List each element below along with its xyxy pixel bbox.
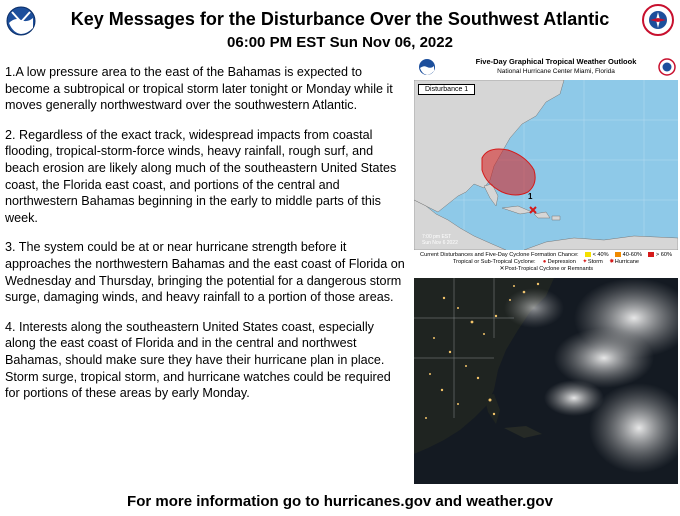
key-message-1: 1.A low pressure area to the east of the Bahamas is expected to become a subtropical or tropical storm later tonight or Monday while it moves generally northwestward over the southwestern Atlantic.: [5, 65, 393, 113]
key-messages: [5, 64, 405, 415]
storm-icon: ✦: [582, 259, 588, 265]
tropical-outlook-graphic: [414, 54, 678, 278]
legend-cyclone-heading: Tropical or Sub-Tropical Cyclone:: [452, 259, 536, 265]
page-title: Key Messages for the Disturbance Over the Southwest Atlantic: [70, 9, 610, 29]
key-message-2: 2. Regardless of the exact track, widespread impacts from coastal flooding, tropical-storm-force winds, heavy rainfall, rough surf, and beach erosion are likely along much of the southeastern United States coast, the Florida east coast, and portions of the central and northwestern Bahamas beginning in the early to middle parts of this week.: [5, 127, 397, 225]
outlook-legend: Current Disturbances and Five-Day Cyclone Formation Chance: < 40% 40-60% > 60% Tropical or Sub-Tropical Cyclone: ●Depression ✦Storm ✸Hurricane ✕Post-Tropical Cyclone or Remnants: [420, 252, 672, 272]
depression-icon: ●: [542, 259, 547, 265]
satellite-image: [414, 278, 678, 484]
footer-info: For more information go to hurricanes.gov and weather.gov: [127, 493, 553, 510]
low-chance-swatch: [585, 252, 591, 257]
disturbance-label: Disturbance 1: [418, 84, 475, 95]
map-timestamp: 7:00 pm EST Sun Nov 6 2022: [422, 234, 458, 246]
noaa-mini-logo: [418, 58, 436, 76]
outlook-org: National Hurricane Center Miami, Florida: [497, 68, 615, 75]
outlook-title: Five-Day Graphical Tropical Weather Outlook: [475, 57, 637, 66]
post-tropical-icon: ✕: [499, 266, 505, 272]
nws-mini-logo: [658, 58, 676, 76]
outlook-map: [414, 80, 678, 250]
mid-chance-swatch: [615, 252, 621, 257]
legend-chance-heading: Current Disturbances and Five-Day Cyclone Formation Chance:: [420, 252, 579, 258]
nws-logo: [642, 4, 674, 36]
hurricane-icon: ✸: [609, 259, 615, 265]
key-message-3: 3. The system could be at or near hurricane strength before it approaches the northwestern Bahamas and the east coast of Florida on Wednesday and Thursday, bringing the potential for a dangerous storm surge, damaging winds, and heavy rainfall to a portion of those areas.: [5, 240, 405, 305]
issue-datetime: 06:00 PM EST Sun Nov 06, 2022: [227, 34, 453, 51]
disturbance-number: 1: [528, 192, 533, 201]
key-message-4: 4. Interests along the southeastern United States coast, especially along the east coast of Florida and in the central and northwest Bahamas, should make sure they have their hurricane plan in place. Storm surge, tropical storm, and hurricane watches could be required for portions of these areas by early Monday.: [5, 319, 391, 401]
noaa-logo: [6, 6, 36, 36]
high-chance-swatch: [648, 252, 654, 257]
